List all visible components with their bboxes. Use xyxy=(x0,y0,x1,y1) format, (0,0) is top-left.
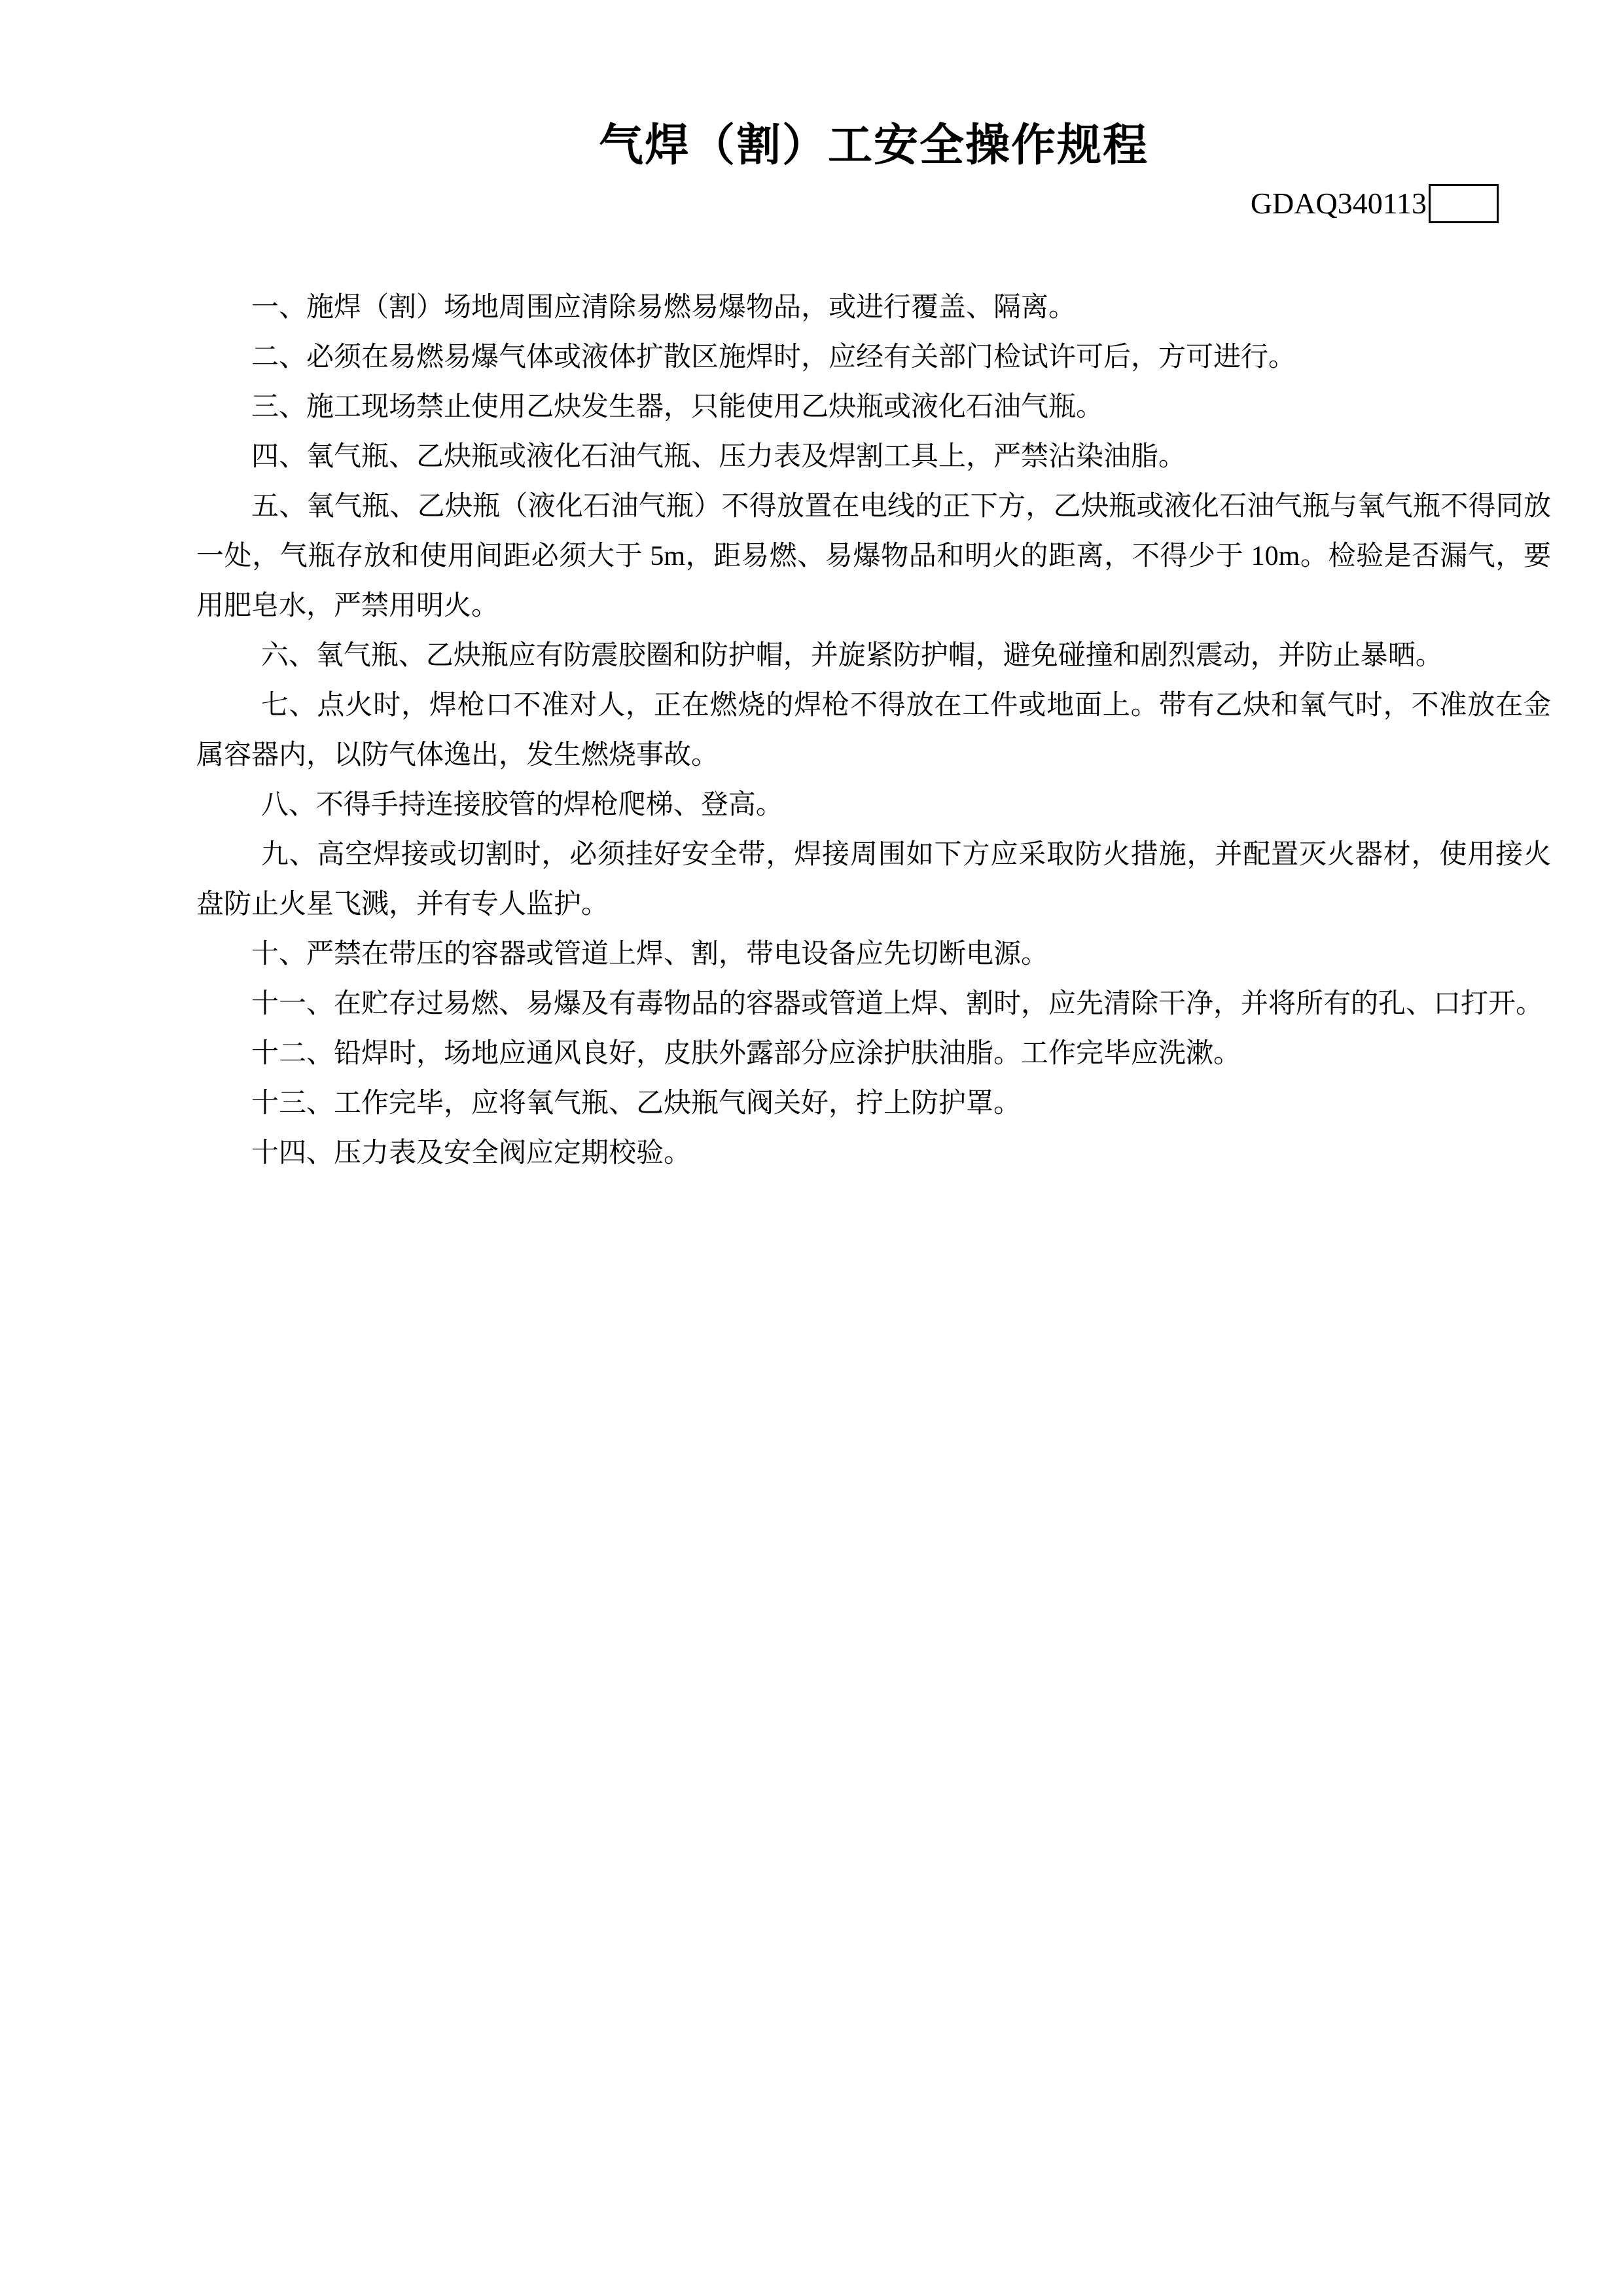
regulation-item-3: 三、施工现场禁止使用乙炔发生器，只能使用乙炔瓶或液化石油气瓶。 xyxy=(251,392,1104,422)
regulation-item-10: 十、严禁在带压的容器或管道上焊、割，带电设备应先切断电源。 xyxy=(251,939,1049,969)
regulation-item-13: 十三、工作完毕，应将氧气瓶、乙炔瓶气阀关好，拧上防护罩。 xyxy=(251,1088,1022,1119)
doc-code-row xyxy=(0,183,1499,224)
regulation-item-11: 十一、在贮存过易燃、易爆及有毒物品的容器或管道上焊、割时，应先清除干净，并将所有的孔、口打开。 xyxy=(251,989,1544,1019)
doc-code-empty-box xyxy=(1429,184,1499,223)
document-title: 气焊（割）工安全操作规程 xyxy=(598,120,1149,170)
regulation-item-7: 七、点火时，焊枪口不准对人，正在燃烧的焊枪不得放在工件或地面上。带有乙炔和氧气时，不准放在金属容器内，以防气体逸出，发生燃烧事故。 xyxy=(196,691,1551,770)
doc-code: GDAQ340113 xyxy=(1250,187,1427,220)
regulation-item-5: 五、氧气瓶、乙炔瓶（液化石油气瓶）不得放置在电线的正下方，乙炔瓶或液化石油气瓶与氧气瓶不得同放一处，气瓶存放和使用间距必须大于 5m，距易燃、易爆物品和明火的距离，不得少于 10m。检验是否漏气，要用肥皂水，严禁用明火。 xyxy=(196,492,1551,621)
regulation-item-12: 十二、铅焊时，场地应通风良好，皮肤外露部分应涂护肤油脂。工作完毕应洗漱。 xyxy=(251,1039,1241,1069)
regulation-item-9: 九、高空焊接或切割时，必须挂好安全带，焊接周围如下方应采取防火措施，并配置灭火器材，使用接火盘防止火星飞溅，并有专人监护。 xyxy=(196,840,1551,920)
regulation-item-14: 十四、压力表及安全阀应定期校验。 xyxy=(251,1138,692,1168)
regulation-item-8: 八、不得手持连接胶管的焊枪爬梯、登高。 xyxy=(260,790,783,820)
regulation-list xyxy=(196,283,1551,1178)
regulation-item-2: 二、必须在易燃易爆气体或液体扩散区施焊时，应经有关部门检试许可后，方可进行。 xyxy=(251,342,1296,372)
regulation-item-6: 六、氧气瓶、乙炔瓶应有防震胶圈和防护帽，并旋紧防护帽，避免碰撞和剧烈震动，并防止暴晒。 xyxy=(260,641,1443,671)
regulation-item-4: 四、氧气瓶、乙炔瓶或液化石油气瓶、压力表及焊割工具上，严禁沾染油脂。 xyxy=(251,442,1186,472)
regulation-item-1: 一、施焊（割）场地周围应清除易燃易爆物品，或进行覆盖、隔离。 xyxy=(251,293,1077,323)
